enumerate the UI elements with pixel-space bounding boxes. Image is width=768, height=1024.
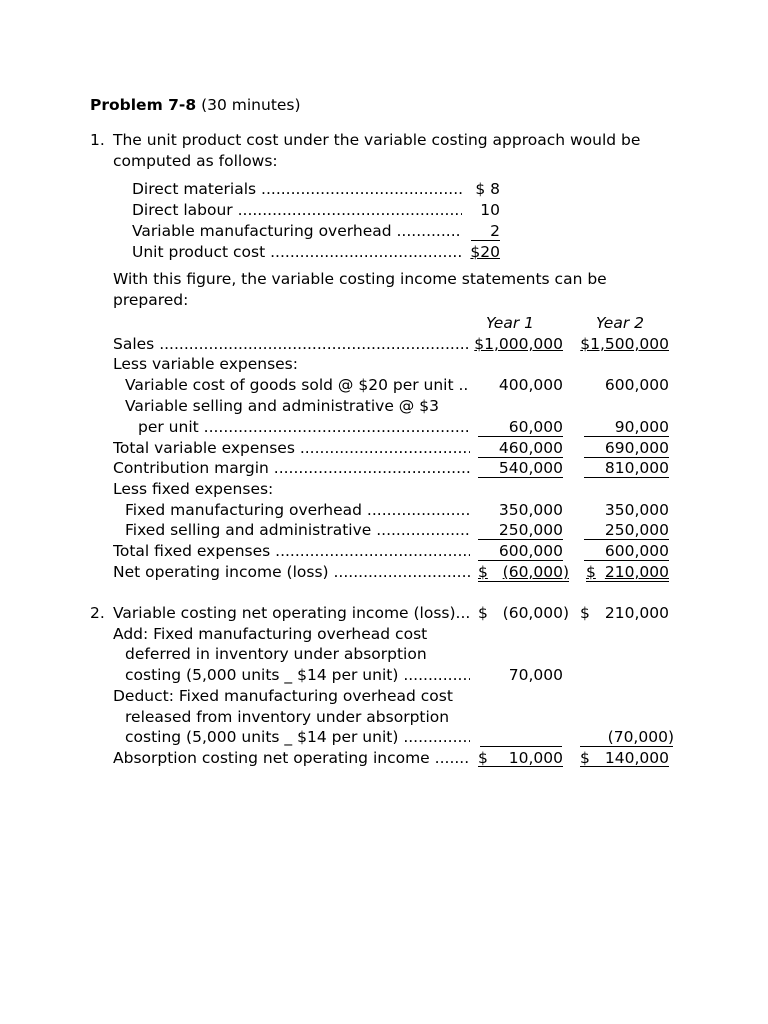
sales-year2: $1,500,000 xyxy=(580,335,669,353)
problem-heading xyxy=(90,95,301,115)
var-noi-year1-sign: $ xyxy=(478,604,488,622)
unit-cost-value-direct-materials: $ 8 xyxy=(475,180,500,198)
total-variable-year2: 690,000 xyxy=(604,439,669,457)
underline xyxy=(478,560,563,561)
abs-noi-year1: 10,000 xyxy=(508,749,563,767)
deduct-label-line3: costing (5,000 units _ $14 per unit) ..... xyxy=(125,727,470,747)
add-label-line2: deferred in inventory under absorption xyxy=(125,645,427,663)
noi-year1-sign: $ xyxy=(478,563,488,581)
double-underline xyxy=(580,766,669,767)
less-fixed-heading: Less fixed expenses: xyxy=(113,480,274,498)
var-sa-label-line2: per unit ..... xyxy=(138,417,470,437)
var-noi-year2-sign: $ xyxy=(580,604,590,622)
total-fixed-year2: 600,000 xyxy=(604,542,669,560)
underline xyxy=(478,477,563,478)
abs-noi-year1-sign: $ xyxy=(478,749,488,767)
unit-cost-label-total: Unit product cost ..... xyxy=(132,242,462,262)
part1-mid-line2: prepared: xyxy=(113,291,189,309)
var-sa-year2: 90,000 xyxy=(614,418,669,436)
total-fixed-year1: 600,000 xyxy=(498,542,563,560)
var-sa-year1: 60,000 xyxy=(508,418,563,436)
total-variable-label: Total variable expenses ..... xyxy=(113,438,470,458)
column-header-year1: Year 1 xyxy=(486,314,534,332)
unit-cost-value-direct-labour: 10 xyxy=(480,201,500,219)
abs-noi-year2-sign: $ xyxy=(580,749,590,767)
fixed-sa-label: Fixed selling and administrative ..... xyxy=(125,520,470,540)
contribution-margin-year2: 810,000 xyxy=(604,459,669,477)
abs-noi-year2: 140,000 xyxy=(604,749,669,767)
sales-label: Sales ..... xyxy=(113,334,470,354)
underline xyxy=(584,436,669,437)
fixed-sa-year1: 250,000 xyxy=(498,521,563,539)
underline xyxy=(586,581,669,582)
var-noi-year2: 210,000 xyxy=(604,604,669,622)
add-year1: 70,000 xyxy=(508,666,563,684)
unit-cost-value-total: $20 xyxy=(470,243,500,261)
var-sa-label-line1: Variable selling and administrative @ $3 xyxy=(125,397,439,415)
var-noi-year1: (60,000) xyxy=(502,604,569,622)
sales-year1: $1,000,000 xyxy=(474,335,563,353)
contribution-margin-label: Contribution margin ..... xyxy=(113,458,470,478)
less-variable-heading: Less variable expenses: xyxy=(113,355,298,373)
noi-year2: 210,000 xyxy=(604,563,669,581)
underline xyxy=(471,240,500,241)
unit-cost-label-direct-materials: Direct materials ..... xyxy=(132,179,462,199)
absorption-noi-label: Absorption costing net operating income ..... xyxy=(113,748,470,768)
part1-number: 1. xyxy=(90,131,105,149)
problem-title: Problem 7-8 xyxy=(90,96,197,114)
deduct-year2: (70,000) xyxy=(607,728,674,746)
double-underline xyxy=(478,766,563,767)
underline xyxy=(480,746,562,747)
underline xyxy=(584,539,669,540)
underline xyxy=(584,477,669,478)
deduct-label-line2: released from inventory under absorption xyxy=(125,708,450,726)
underline xyxy=(478,539,563,540)
contribution-margin-year1: 540,000 xyxy=(498,459,563,477)
underline xyxy=(478,581,569,582)
deduct-label-line1: Deduct: Fixed manufacturing overhead cost xyxy=(113,687,453,705)
fixed-sa-year2: 250,000 xyxy=(604,521,669,539)
part1-intro-line2: computed as follows: xyxy=(113,152,278,170)
fixed-mfg-overhead-year2: 350,000 xyxy=(604,501,669,519)
unit-cost-label-direct-labour: Direct labour ..... xyxy=(132,200,462,220)
add-label-line3: costing (5,000 units _ $14 per unit) ..... xyxy=(125,665,470,685)
underline xyxy=(584,560,669,561)
column-header-year2: Year 2 xyxy=(596,314,644,332)
noi-year1: (60,000) xyxy=(502,563,569,581)
var-noi-label: Variable costing net operating income (loss)... xyxy=(113,604,471,622)
fixed-mfg-overhead-year1: 350,000 xyxy=(498,501,563,519)
add-label-line1: Add: Fixed manufacturing overhead cost xyxy=(113,625,428,643)
part2-number: 2. xyxy=(90,604,105,622)
var-cogs-year2: 600,000 xyxy=(604,376,669,394)
unit-cost-value-variable-overhead: 2 xyxy=(490,222,500,240)
part1-intro-line1: The unit product cost under the variable costing approach would be xyxy=(113,131,641,149)
problem-duration: (30 minutes) xyxy=(201,96,301,114)
var-cogs-label: Variable cost of goods sold @ $20 per unit ..... xyxy=(125,375,470,395)
noi-year2-sign: $ xyxy=(586,563,596,581)
var-cogs-year1: 400,000 xyxy=(498,376,563,394)
total-fixed-label: Total fixed expenses ..... xyxy=(113,541,470,561)
unit-cost-label-variable-overhead: Variable manufacturing overhead ..... xyxy=(132,221,462,241)
part1-mid-line1: With this figure, the variable costing income statements can be xyxy=(113,270,607,288)
underline xyxy=(478,436,563,437)
total-variable-year1: 460,000 xyxy=(498,439,563,457)
fixed-mfg-overhead-label: Fixed manufacturing overhead ..... xyxy=(125,500,470,520)
net-operating-income-label: Net operating income (loss) ..... xyxy=(113,562,470,582)
underline xyxy=(580,746,673,747)
